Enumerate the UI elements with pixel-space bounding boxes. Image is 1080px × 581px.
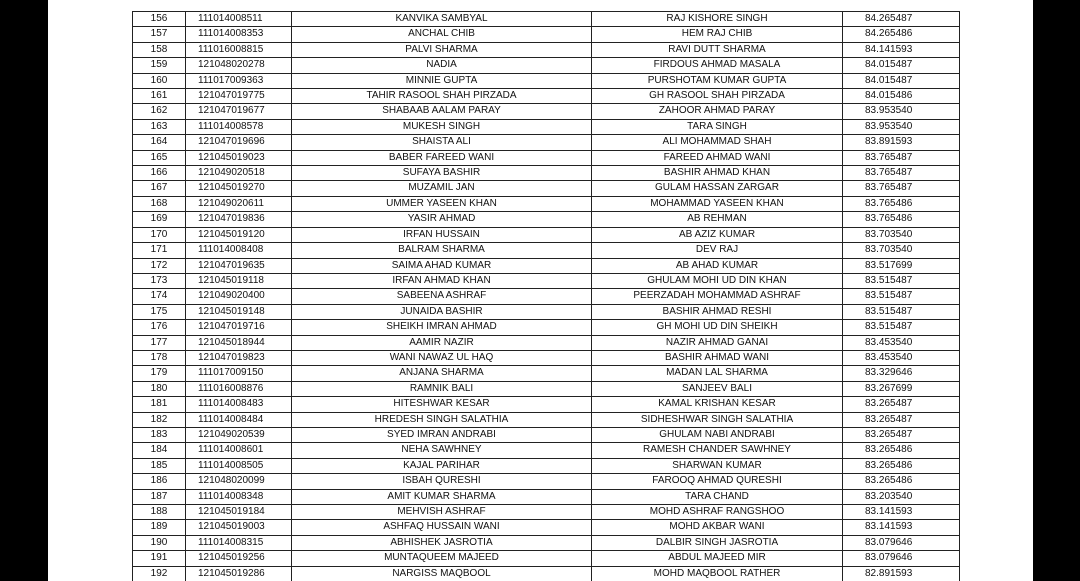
score-cell: 83.079646 bbox=[843, 551, 960, 566]
father-name-cell: GHULAM MOHI UD DIN KHAN bbox=[592, 273, 843, 288]
candidate-name-cell: SHABAAB AALAM PARAY bbox=[292, 104, 592, 119]
table-row bbox=[133, 474, 960, 489]
candidate-name-cell: SAIMA AHAD KUMAR bbox=[292, 258, 592, 273]
candidate-name-cell: SYED IMRAN ANDRABI bbox=[292, 427, 592, 442]
table-row bbox=[133, 320, 960, 335]
score-cell: 83.265487 bbox=[843, 397, 960, 412]
father-name-cell: GHULAM NABI ANDRABI bbox=[592, 427, 843, 442]
father-name-cell: RAJ KISHORE SINGH bbox=[592, 12, 843, 27]
father-name-cell: FAREED AHMAD WANI bbox=[592, 150, 843, 165]
table-row bbox=[133, 243, 960, 258]
table-row bbox=[133, 12, 960, 27]
score-cell: 83.891593 bbox=[843, 135, 960, 150]
father-name-cell: FAROOQ AHMAD QURESHI bbox=[592, 474, 843, 489]
serial-number-cell: 174 bbox=[133, 289, 186, 304]
table-row bbox=[133, 366, 960, 381]
candidate-name-cell: NEHA SAWHNEY bbox=[292, 443, 592, 458]
serial-number-cell: 172 bbox=[133, 258, 186, 273]
table-row bbox=[133, 443, 960, 458]
candidate-name-cell: TAHIR RASOOL SHAH PIRZADA bbox=[292, 89, 592, 104]
table-row bbox=[133, 566, 960, 581]
roll-number-cell: 121048020099 bbox=[186, 474, 292, 489]
serial-number-cell: 162 bbox=[133, 104, 186, 119]
serial-number-cell: 184 bbox=[133, 443, 186, 458]
serial-number-cell: 157 bbox=[133, 27, 186, 42]
roll-number-cell: 111014008578 bbox=[186, 119, 292, 134]
father-name-cell: AB AZIZ KUMAR bbox=[592, 227, 843, 242]
father-name-cell: MOHD AKBAR WANI bbox=[592, 520, 843, 535]
roll-number-cell: 121045019023 bbox=[186, 150, 292, 165]
father-name-cell: TARA SINGH bbox=[592, 119, 843, 134]
serial-number-cell: 176 bbox=[133, 320, 186, 335]
candidate-name-cell: AAMIR NAZIR bbox=[292, 335, 592, 350]
candidate-name-cell: NADIA bbox=[292, 58, 592, 73]
serial-number-cell: 183 bbox=[133, 427, 186, 442]
score-cell: 83.453540 bbox=[843, 350, 960, 365]
roll-number-cell: 111014008484 bbox=[186, 412, 292, 427]
father-name-cell: DEV RAJ bbox=[592, 243, 843, 258]
candidate-name-cell: SUFAYA BASHIR bbox=[292, 166, 592, 181]
table-row bbox=[133, 150, 960, 165]
score-cell: 83.703540 bbox=[843, 227, 960, 242]
score-cell: 83.765487 bbox=[843, 150, 960, 165]
table-row bbox=[133, 335, 960, 350]
roll-number-cell: 111014008408 bbox=[186, 243, 292, 258]
candidate-name-cell: SABEENA ASHRAF bbox=[292, 289, 592, 304]
father-name-cell: SANJEEV BALI bbox=[592, 381, 843, 396]
roll-number-cell: 121047019677 bbox=[186, 104, 292, 119]
candidate-name-cell: HREDESH SINGH SALATHIA bbox=[292, 412, 592, 427]
roll-number-cell: 121047019775 bbox=[186, 89, 292, 104]
roll-number-cell: 121045019270 bbox=[186, 181, 292, 196]
roll-number-cell: 111017009363 bbox=[186, 73, 292, 88]
serial-number-cell: 192 bbox=[133, 566, 186, 581]
father-name-cell: BASHIR AHMAD RESHI bbox=[592, 304, 843, 319]
roll-number-cell: 121047019823 bbox=[186, 350, 292, 365]
serial-number-cell: 175 bbox=[133, 304, 186, 319]
serial-number-cell: 169 bbox=[133, 212, 186, 227]
score-cell: 84.015487 bbox=[843, 58, 960, 73]
score-cell: 84.141593 bbox=[843, 42, 960, 57]
document-page bbox=[48, 0, 1033, 581]
score-cell: 83.265486 bbox=[843, 443, 960, 458]
candidate-name-cell: JUNAIDA BASHIR bbox=[292, 304, 592, 319]
father-name-cell: HEM RAJ CHIB bbox=[592, 27, 843, 42]
roll-number-cell: 111014008511 bbox=[186, 12, 292, 27]
candidate-name-cell: MUZAMIL JAN bbox=[292, 181, 592, 196]
table-row bbox=[133, 489, 960, 504]
table-row bbox=[133, 58, 960, 73]
serial-number-cell: 160 bbox=[133, 73, 186, 88]
candidate-name-cell: ANCHAL CHIB bbox=[292, 27, 592, 42]
serial-number-cell: 166 bbox=[133, 166, 186, 181]
table-row bbox=[133, 89, 960, 104]
serial-number-cell: 186 bbox=[133, 474, 186, 489]
table-row bbox=[133, 273, 960, 288]
serial-number-cell: 178 bbox=[133, 350, 186, 365]
candidate-name-cell: IRFAN AHMAD KHAN bbox=[292, 273, 592, 288]
candidate-name-cell: ASHFAQ HUSSAIN WANI bbox=[292, 520, 592, 535]
candidate-name-cell: MUNTAQUEEM MAJEED bbox=[292, 551, 592, 566]
roll-number-cell: 121048020278 bbox=[186, 58, 292, 73]
roll-number-cell: 111014008348 bbox=[186, 489, 292, 504]
father-name-cell: GH MOHI UD DIN SHEIKH bbox=[592, 320, 843, 335]
score-cell: 83.265486 bbox=[843, 458, 960, 473]
candidate-name-cell: HITESHWAR KESAR bbox=[292, 397, 592, 412]
serial-number-cell: 170 bbox=[133, 227, 186, 242]
score-cell: 82.891593 bbox=[843, 566, 960, 581]
roll-number-cell: 111016008876 bbox=[186, 381, 292, 396]
serial-number-cell: 167 bbox=[133, 181, 186, 196]
score-cell: 83.453540 bbox=[843, 335, 960, 350]
serial-number-cell: 173 bbox=[133, 273, 186, 288]
roll-number-cell: 121049020518 bbox=[186, 166, 292, 181]
table-row bbox=[133, 42, 960, 57]
serial-number-cell: 191 bbox=[133, 551, 186, 566]
father-name-cell: FIRDOUS AHMAD MASALA bbox=[592, 58, 843, 73]
candidate-name-cell: UMMER YASEEN KHAN bbox=[292, 196, 592, 211]
score-cell: 83.765487 bbox=[843, 181, 960, 196]
table-row bbox=[133, 381, 960, 396]
score-cell: 83.267699 bbox=[843, 381, 960, 396]
father-name-cell: AB AHAD KUMAR bbox=[592, 258, 843, 273]
roll-number-cell: 121045019118 bbox=[186, 273, 292, 288]
table-row bbox=[133, 73, 960, 88]
roll-number-cell: 121049020400 bbox=[186, 289, 292, 304]
father-name-cell: MOHD ASHRAF RANGSHOO bbox=[592, 505, 843, 520]
table-row bbox=[133, 505, 960, 520]
serial-number-cell: 188 bbox=[133, 505, 186, 520]
table-row bbox=[133, 196, 960, 211]
score-cell: 83.265487 bbox=[843, 412, 960, 427]
table-row bbox=[133, 427, 960, 442]
score-cell: 83.953540 bbox=[843, 119, 960, 134]
father-name-cell: MOHAMMAD YASEEN KHAN bbox=[592, 196, 843, 211]
father-name-cell: NAZIR AHMAD GANAI bbox=[592, 335, 843, 350]
serial-number-cell: 165 bbox=[133, 150, 186, 165]
score-cell: 84.015487 bbox=[843, 73, 960, 88]
table-row bbox=[133, 212, 960, 227]
table-row bbox=[133, 520, 960, 535]
father-name-cell: BASHIR AHMAD KHAN bbox=[592, 166, 843, 181]
merit-list-body bbox=[133, 12, 960, 581]
serial-number-cell: 190 bbox=[133, 535, 186, 550]
father-name-cell: PURSHOTAM KUMAR GUPTA bbox=[592, 73, 843, 88]
father-name-cell: ZAHOOR AHMAD PARAY bbox=[592, 104, 843, 119]
score-cell: 83.203540 bbox=[843, 489, 960, 504]
candidate-name-cell: WANI NAWAZ UL HAQ bbox=[292, 350, 592, 365]
serial-number-cell: 177 bbox=[133, 335, 186, 350]
candidate-name-cell: NARGISS MAQBOOL bbox=[292, 566, 592, 581]
candidate-name-cell: BALRAM SHARMA bbox=[292, 243, 592, 258]
table-row bbox=[133, 166, 960, 181]
serial-number-cell: 156 bbox=[133, 12, 186, 27]
table-row bbox=[133, 181, 960, 196]
score-cell: 83.515487 bbox=[843, 304, 960, 319]
table-row bbox=[133, 119, 960, 134]
candidate-name-cell: AMIT KUMAR SHARMA bbox=[292, 489, 592, 504]
father-name-cell: AB REHMAN bbox=[592, 212, 843, 227]
score-cell: 83.265486 bbox=[843, 474, 960, 489]
merit-list-table bbox=[132, 11, 960, 581]
roll-number-cell: 111014008315 bbox=[186, 535, 292, 550]
candidate-name-cell: MEHVISH ASHRAF bbox=[292, 505, 592, 520]
roll-number-cell: 121045019184 bbox=[186, 505, 292, 520]
roll-number-cell: 111016008815 bbox=[186, 42, 292, 57]
candidate-name-cell: SHEIKH IMRAN AHMAD bbox=[292, 320, 592, 335]
father-name-cell: KAMAL KRISHAN KESAR bbox=[592, 397, 843, 412]
score-cell: 83.265487 bbox=[843, 427, 960, 442]
roll-number-cell: 111014008483 bbox=[186, 397, 292, 412]
roll-number-cell: 111014008601 bbox=[186, 443, 292, 458]
candidate-name-cell: KANVIKA SAMBYAL bbox=[292, 12, 592, 27]
roll-number-cell: 121045019256 bbox=[186, 551, 292, 566]
serial-number-cell: 179 bbox=[133, 366, 186, 381]
serial-number-cell: 159 bbox=[133, 58, 186, 73]
table-row bbox=[133, 350, 960, 365]
serial-number-cell: 181 bbox=[133, 397, 186, 412]
score-cell: 84.265486 bbox=[843, 27, 960, 42]
serial-number-cell: 185 bbox=[133, 458, 186, 473]
father-name-cell: RAVI DUTT SHARMA bbox=[592, 42, 843, 57]
score-cell: 83.517699 bbox=[843, 258, 960, 273]
serial-number-cell: 158 bbox=[133, 42, 186, 57]
score-cell: 83.765486 bbox=[843, 196, 960, 211]
candidate-name-cell: MINNIE GUPTA bbox=[292, 73, 592, 88]
score-cell: 83.703540 bbox=[843, 243, 960, 258]
score-cell: 84.015486 bbox=[843, 89, 960, 104]
roll-number-cell: 111014008353 bbox=[186, 27, 292, 42]
score-cell: 84.265487 bbox=[843, 12, 960, 27]
table-row bbox=[133, 27, 960, 42]
candidate-name-cell: ISBAH QURESHI bbox=[292, 474, 592, 489]
table-row bbox=[133, 304, 960, 319]
table-row bbox=[133, 412, 960, 427]
roll-number-cell: 121049020611 bbox=[186, 196, 292, 211]
table-row bbox=[133, 397, 960, 412]
table-row bbox=[133, 289, 960, 304]
serial-number-cell: 164 bbox=[133, 135, 186, 150]
father-name-cell: ABDUL MAJEED MIR bbox=[592, 551, 843, 566]
serial-number-cell: 180 bbox=[133, 381, 186, 396]
candidate-name-cell: BABER FAREED WANI bbox=[292, 150, 592, 165]
table-row bbox=[133, 135, 960, 150]
table-row bbox=[133, 104, 960, 119]
candidate-name-cell: RAMNIK BALI bbox=[292, 381, 592, 396]
table-row bbox=[133, 458, 960, 473]
roll-number-cell: 121045019286 bbox=[186, 566, 292, 581]
serial-number-cell: 163 bbox=[133, 119, 186, 134]
father-name-cell: ALI MOHAMMAD SHAH bbox=[592, 135, 843, 150]
serial-number-cell: 171 bbox=[133, 243, 186, 258]
score-cell: 83.765487 bbox=[843, 166, 960, 181]
table-row bbox=[133, 258, 960, 273]
roll-number-cell: 121047019836 bbox=[186, 212, 292, 227]
father-name-cell: RAMESH CHANDER SAWHNEY bbox=[592, 443, 843, 458]
serial-number-cell: 168 bbox=[133, 196, 186, 211]
candidate-name-cell: IRFAN HUSSAIN bbox=[292, 227, 592, 242]
roll-number-cell: 121045019120 bbox=[186, 227, 292, 242]
score-cell: 83.079646 bbox=[843, 535, 960, 550]
table-row bbox=[133, 551, 960, 566]
father-name-cell: SIDHESHWAR SINGH SALATHIA bbox=[592, 412, 843, 427]
roll-number-cell: 111017009150 bbox=[186, 366, 292, 381]
score-cell: 83.141593 bbox=[843, 505, 960, 520]
candidate-name-cell: KAJAL PARIHAR bbox=[292, 458, 592, 473]
table-row bbox=[133, 535, 960, 550]
score-cell: 83.329646 bbox=[843, 366, 960, 381]
roll-number-cell: 121047019716 bbox=[186, 320, 292, 335]
roll-number-cell: 121047019696 bbox=[186, 135, 292, 150]
candidate-name-cell: PALVI SHARMA bbox=[292, 42, 592, 57]
roll-number-cell: 121045019003 bbox=[186, 520, 292, 535]
father-name-cell: DALBIR SINGH JASROTIA bbox=[592, 535, 843, 550]
father-name-cell: GULAM HASSAN ZARGAR bbox=[592, 181, 843, 196]
father-name-cell: MOHD MAQBOOL RATHER bbox=[592, 566, 843, 581]
candidate-name-cell: SHAISTA ALI bbox=[292, 135, 592, 150]
roll-number-cell: 121047019635 bbox=[186, 258, 292, 273]
score-cell: 83.765486 bbox=[843, 212, 960, 227]
serial-number-cell: 161 bbox=[133, 89, 186, 104]
candidate-name-cell: YASIR AHMAD bbox=[292, 212, 592, 227]
father-name-cell: PEERZADAH MOHAMMAD ASHRAF bbox=[592, 289, 843, 304]
roll-number-cell: 111014008505 bbox=[186, 458, 292, 473]
score-cell: 83.515487 bbox=[843, 289, 960, 304]
roll-number-cell: 121045019148 bbox=[186, 304, 292, 319]
candidate-name-cell: ABHISHEK JASROTIA bbox=[292, 535, 592, 550]
table-row bbox=[133, 227, 960, 242]
serial-number-cell: 189 bbox=[133, 520, 186, 535]
roll-number-cell: 121045018944 bbox=[186, 335, 292, 350]
father-name-cell: SHARWAN KUMAR bbox=[592, 458, 843, 473]
father-name-cell: GH RASOOL SHAH PIRZADA bbox=[592, 89, 843, 104]
score-cell: 83.515487 bbox=[843, 320, 960, 335]
roll-number-cell: 121049020539 bbox=[186, 427, 292, 442]
candidate-name-cell: MUKESH SINGH bbox=[292, 119, 592, 134]
score-cell: 83.953540 bbox=[843, 104, 960, 119]
score-cell: 83.141593 bbox=[843, 520, 960, 535]
candidate-name-cell: ANJANA SHARMA bbox=[292, 366, 592, 381]
serial-number-cell: 187 bbox=[133, 489, 186, 504]
father-name-cell: MADAN LAL SHARMA bbox=[592, 366, 843, 381]
father-name-cell: TARA CHAND bbox=[592, 489, 843, 504]
score-cell: 83.515487 bbox=[843, 273, 960, 288]
serial-number-cell: 182 bbox=[133, 412, 186, 427]
father-name-cell: BASHIR AHMAD WANI bbox=[592, 350, 843, 365]
